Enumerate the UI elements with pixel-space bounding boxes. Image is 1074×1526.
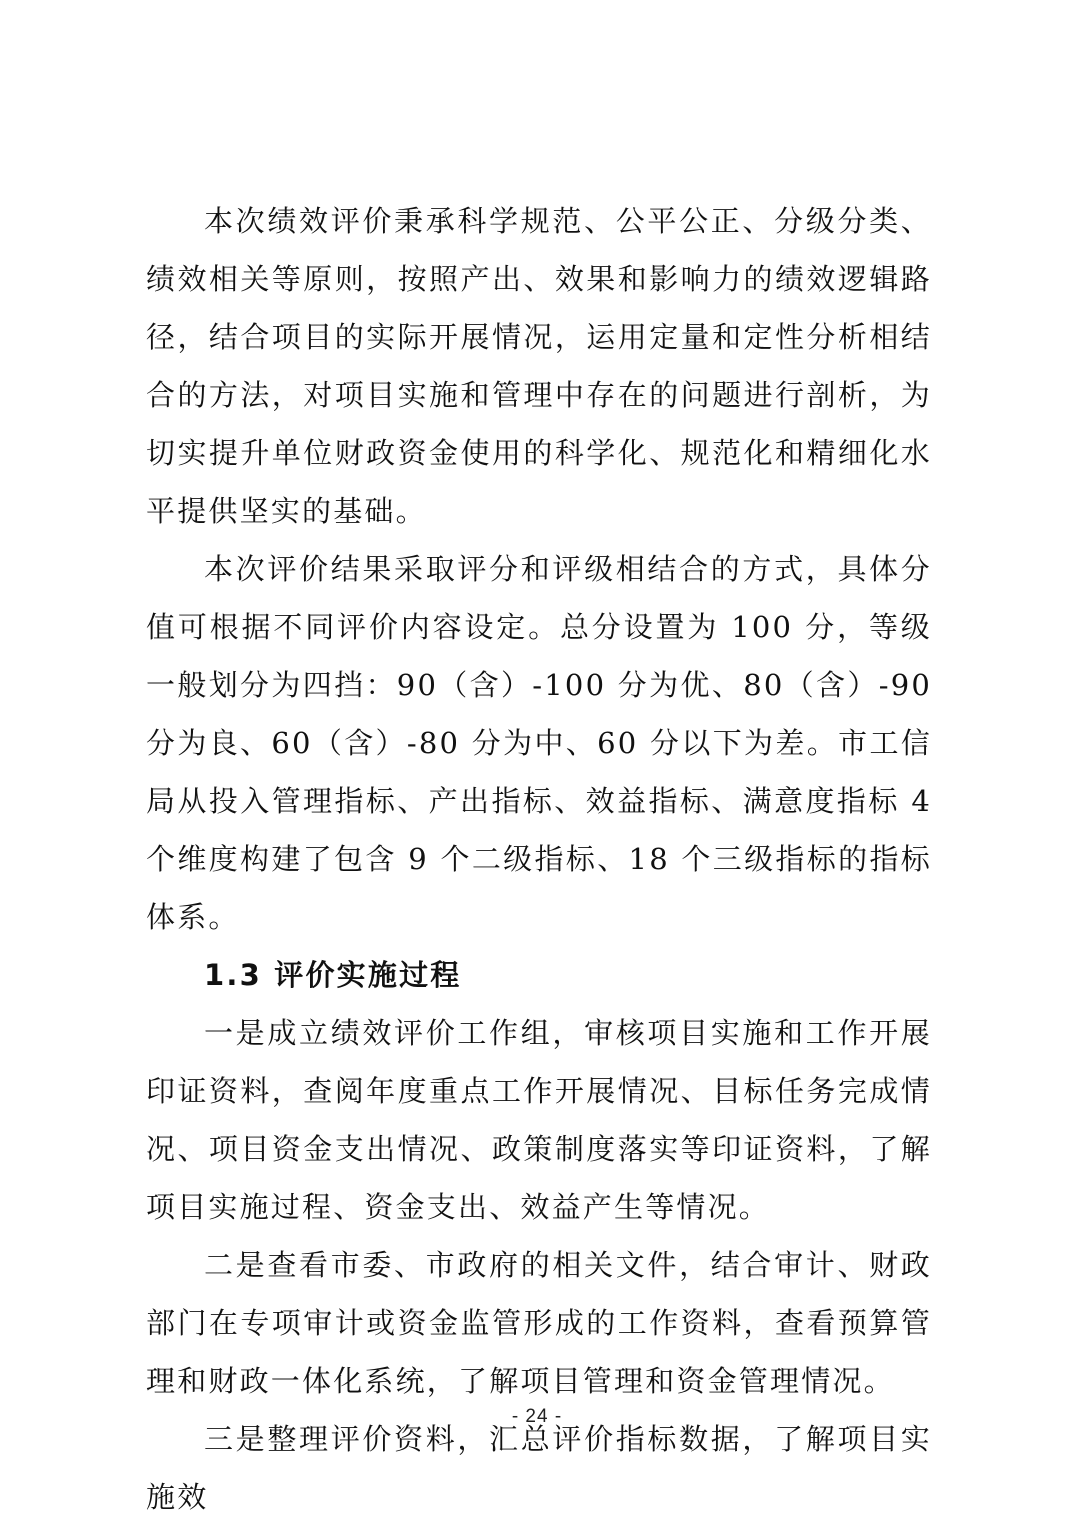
page-number: - 24 - — [511, 1406, 563, 1427]
page-body — [146, 192, 932, 1526]
paragraph-step-three: 三是整理评价资料，汇总评价指标数据，了解项目实施效 — [146, 1422, 932, 1514]
paragraph-scoring-method: 本次评价结果采取评分和评级相结合的方式，具体分值可根据不同评价内容设定。总分设置为 100 分，等级一般划分为四挡：90（含）-100 分为优、80（含）-90 分为良、60（含）-80 分为中、60 分以下为差。市工信局从投入管理指标、产出指标、效益指标、满意度指标 4 个维度构建了包含 9 个二级指标、18 个三级指标的指标体系。 — [146, 552, 932, 934]
paragraph-step-one: 一是成立绩效评价工作组，审核项目实施和工作开展印证资料，查阅年度重点工作开展情况、目标任务完成情况、项目资金支出情况、政策制度落实等印证资料，了解项目实施过程、资金支出、效益产生等情况。 — [146, 1016, 932, 1224]
section-heading: 1.3 评价实施过程 — [204, 958, 462, 992]
paragraph-step-two: 二是查看市委、市政府的相关文件，结合审计、财政部门在专项审计或资金监管形成的工作资料，查看预算管理和财政一体化系统，了解项目管理和资金管理情况。 — [146, 1248, 932, 1398]
paragraph-evaluation-principles: 本次绩效评价秉承科学规范、公平公正、分级分类、绩效相关等原则，按照产出、效果和影响力的绩效逻辑路径，结合项目的实际开展情况，运用定量和定性分析相结合的方法，对项目实施和管理中存在的问题进行剖析，为切实提升单位财政资金使用的科学化、规范化和精细化水平提供坚实的基础。 — [146, 204, 932, 528]
